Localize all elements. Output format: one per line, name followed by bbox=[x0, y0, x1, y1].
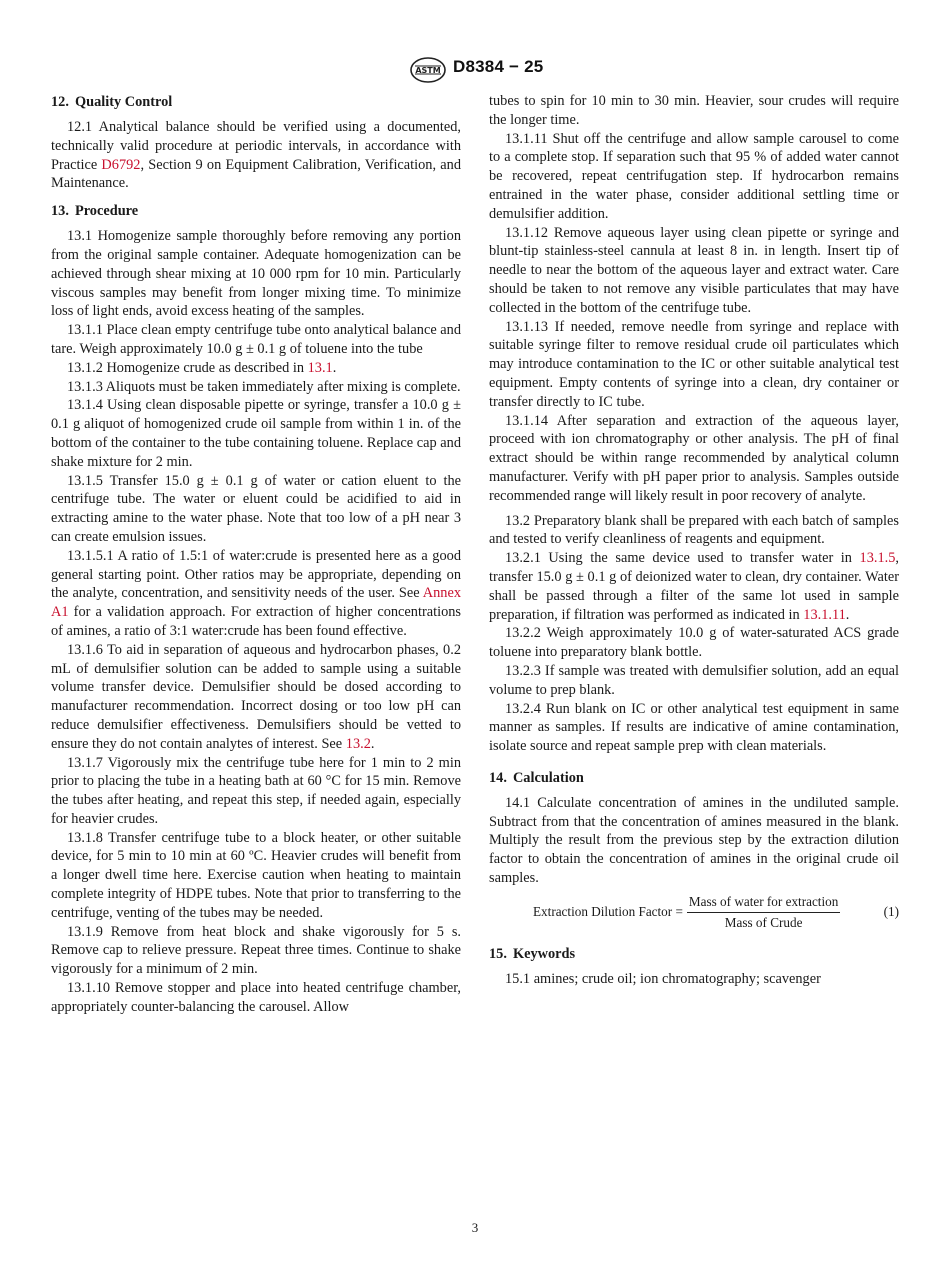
paragraph: 13.1.2 Homogenize crude as described in 13.1. bbox=[67, 359, 337, 376]
astm-logo-icon bbox=[409, 57, 447, 83]
paragraph: 13.1.11 Shut off the centrifuge and allow sample carousel to come to a complete stop. If separation such that 95 % of added water cannot be recovered, repeat centrifugation step. If hydrocarbon remains entrained in the water phase, consider additional settling time or demulsifier addition. bbox=[489, 130, 899, 222]
paragraph: 13.1.6 To aid in separation of aqueous and hydrocarbon phases, 0.2 mL of demulsifier solution can be added to sample using a suitable volume transfer device. Demulsifier should be dosed according to manufacturer recommendation. Incorrect dosing or too low pH can reduce demulsifier effectiveness. Demulsifiers should be vetted to ensure they do not contain analytes of interest. See 13.2. bbox=[51, 641, 461, 752]
paragraph: 13.1.12 Remove aqueous layer using clean pipette or syringe and blunt-tip stainless-steel cannula at least 8 in. in length. Insert tip of needle to near the bottom of the aqueous layer and extract water. Care should be taken to not remove any visible particulates that may have collected in the bottom of the centrifuge tube. bbox=[489, 224, 899, 316]
section-heading bbox=[51, 201, 461, 221]
paragraph: 13.2.1 Using the same device used to transfer water in 13.1.5, transfer 15.0 g ± 0.1 g of deionized water to clean, dry container. Water shall be passed through a filter of the same lot used in sample preparation, if filtration was performed as indicated in 13.1.11. bbox=[489, 550, 899, 623]
svg-text:ASTM: ASTM bbox=[415, 66, 441, 75]
right-column bbox=[489, 92, 899, 989]
cross-reference-link[interactable]: 13.1.11 bbox=[803, 606, 846, 623]
equation-fraction bbox=[687, 893, 840, 934]
fraction-numerator: Mass of water for extraction bbox=[687, 893, 840, 914]
cross-reference-link[interactable]: 13.1 bbox=[307, 359, 333, 376]
section-title: Quality Control bbox=[74, 94, 173, 110]
paragraph: 13.1 Homogenize sample thoroughly before removing any portion from the original sample container. Adequate homogenization can be achieved through shear mixing at 10 000 rpm for 10 min. Particularly viscous samples may benefit from longer mixing time. To minimize loss of light ends, avoid excess heating of the samples. bbox=[51, 228, 461, 320]
left-column bbox=[51, 92, 461, 1017]
section-title: Procedure bbox=[74, 203, 139, 220]
paragraph: 13.1.3 Aliquots must be taken immediately after mixing is complete. bbox=[67, 378, 461, 395]
paragraph: 13.1.5.1 A ratio of 1.5:1 of water:crude is presented here as a good general starting point. Other ratios may be appropriate, depending on the analyte, concentration, and sensitivity needs of the user. See Annex A1 for a validation approach. For extraction of higher concentrations of amines, a ratio of 3:1 water:crude has been found effective. bbox=[51, 547, 461, 639]
page-header bbox=[0, 57, 950, 85]
equation-lhs: Extraction Dilution Factor = bbox=[533, 904, 683, 920]
paragraph: 13.2.3 If sample was treated with demulsifier solution, add an equal volume to prep blank. bbox=[489, 662, 899, 698]
section-number: 12. bbox=[51, 94, 69, 110]
spacer bbox=[489, 756, 899, 768]
paragraph: 13.2.2 Weigh approximately 10.0 g of water-saturated ACS grade toluene into preparatory blank bottle. bbox=[489, 625, 899, 661]
document-id: D8384 − 25 bbox=[453, 57, 544, 76]
cross-reference-link[interactable]: Annex A1 bbox=[51, 585, 461, 621]
paragraph: 13.1.7 Vigorously mix the centrifuge tube here for 1 min to 2 min prior to placing the tube in a heating bath at 60 °C for 15 min. Remove the tubes after heating, and repeat this step, if needed again, especially for heavier crudes. bbox=[51, 754, 461, 827]
cross-reference-link[interactable]: 13.1.5 bbox=[859, 550, 896, 567]
fraction-denominator: Mass of Crude bbox=[724, 915, 803, 931]
paragraph: tubes to spin for 10 min to 30 min. Heavier, sour crudes will require the longer time. bbox=[489, 93, 899, 128]
page-number: 3 bbox=[471, 1220, 479, 1235]
paragraph: 13.2 Preparatory blank shall be prepared with each batch of samples and tested to verify cleanliness of reagents and equipment. bbox=[489, 512, 899, 548]
cross-reference-link[interactable]: 13.2 bbox=[345, 735, 371, 752]
paragraph: 13.1.1 Place clean empty centrifuge tube onto analytical balance and tare. Weigh approximately 10.0 g ± 0.1 g of toluene into the tube bbox=[51, 322, 461, 357]
section-heading bbox=[489, 944, 899, 964]
section-number: 13. bbox=[51, 203, 69, 220]
section-heading bbox=[489, 768, 899, 788]
paragraph: 13.1.9 Remove from heat block and shake vigorously for 5 s. Remove cap to relieve pressure. Repeat three times. Continue to shake vigorously for a minimum of 2 min. bbox=[51, 923, 461, 978]
section-number: 15. bbox=[489, 945, 507, 962]
section-title: Calculation bbox=[512, 769, 584, 786]
paragraph: 13.1.14 After separation and extraction of the aqueous layer, proceed with ion chromatography or other analysis. The pH of final extract should be within range recommended by analytical column manufacturer. Verify with pH paper prior to analysis. Samples outside recommended range will likely result in poor recovery of analyte. bbox=[489, 412, 899, 504]
section-heading bbox=[51, 92, 461, 112]
paragraph: 14.1 Calculate concentration of amines in the undiluted sample. Subtract from that the concentration of amines measured in the blank. Multiply the result from the previous step by the extraction dilution factor to obtain the concentration of amines in the original crude oil samples. bbox=[489, 794, 899, 887]
paragraph: 15.1 amines; crude oil; ion chromatography; scavenger bbox=[505, 970, 821, 987]
equation bbox=[489, 894, 899, 932]
paragraph: 13.2.4 Run blank on IC or other analytical test equipment in same manner as samples. If results are indicative of amine contamination, isolate source and repeat sample prep with clean materials. bbox=[489, 700, 899, 755]
spacer bbox=[489, 932, 899, 944]
paragraph: 13.1.8 Transfer centrifuge tube to a block heater, or other suitable device, for 5 min to 10 min at 60 ºC. Heavier crudes will benefit from a longer dwell time here. Exercise caution when heating to maintain complete integrity of HDPE tubes. Note that prior to transferring to the centrifuge, venting of the tubes may be needed. bbox=[51, 829, 461, 921]
equation-number: (1) bbox=[883, 904, 899, 920]
section-number: 14. bbox=[489, 769, 507, 786]
spacer bbox=[51, 193, 461, 201]
paragraph: 13.1.10 Remove stopper and place into heated centrifuge chamber, appropriately counter-balancing the carousel. Allow bbox=[51, 980, 461, 1015]
paragraph: 13.1.13 If needed, remove needle from syringe and replace with suitable syringe filter to remove residual crude oil particulates which may introduce contamination to the IC or other suitable analytical test equipment. Empty contents of syringe into a clean, dry container or transfer directly to IC tube. bbox=[489, 318, 899, 410]
paragraph: 13.1.4 Using clean disposable pipette or syringe, transfer a 10.0 g ± 0.1 g aliquot of homogenized crude oil sample from within 1 in. of the bottom of the container to the tube containing toluene. Replace cap and shake mixture for 2 min. bbox=[51, 397, 461, 470]
paragraph: 13.1.5 Transfer 15.0 g ± 0.1 g of water or cation eluent to the centrifuge tube. The water or eluent could be acidified to aid in extracting amine to the water phase. Note that too low of a pH near 3 can create emulsion issues. bbox=[51, 472, 461, 545]
cross-reference-link[interactable]: D6792 bbox=[101, 156, 141, 173]
section-title: Keywords bbox=[512, 945, 576, 962]
paragraph: 12.1 Analytical balance should be verified using a documented, technically valid procedure at periodic intervals, in accordance with Practice D6792, Section 9 on Equipment Calibration, Verification, and Maintenance. bbox=[51, 119, 461, 192]
